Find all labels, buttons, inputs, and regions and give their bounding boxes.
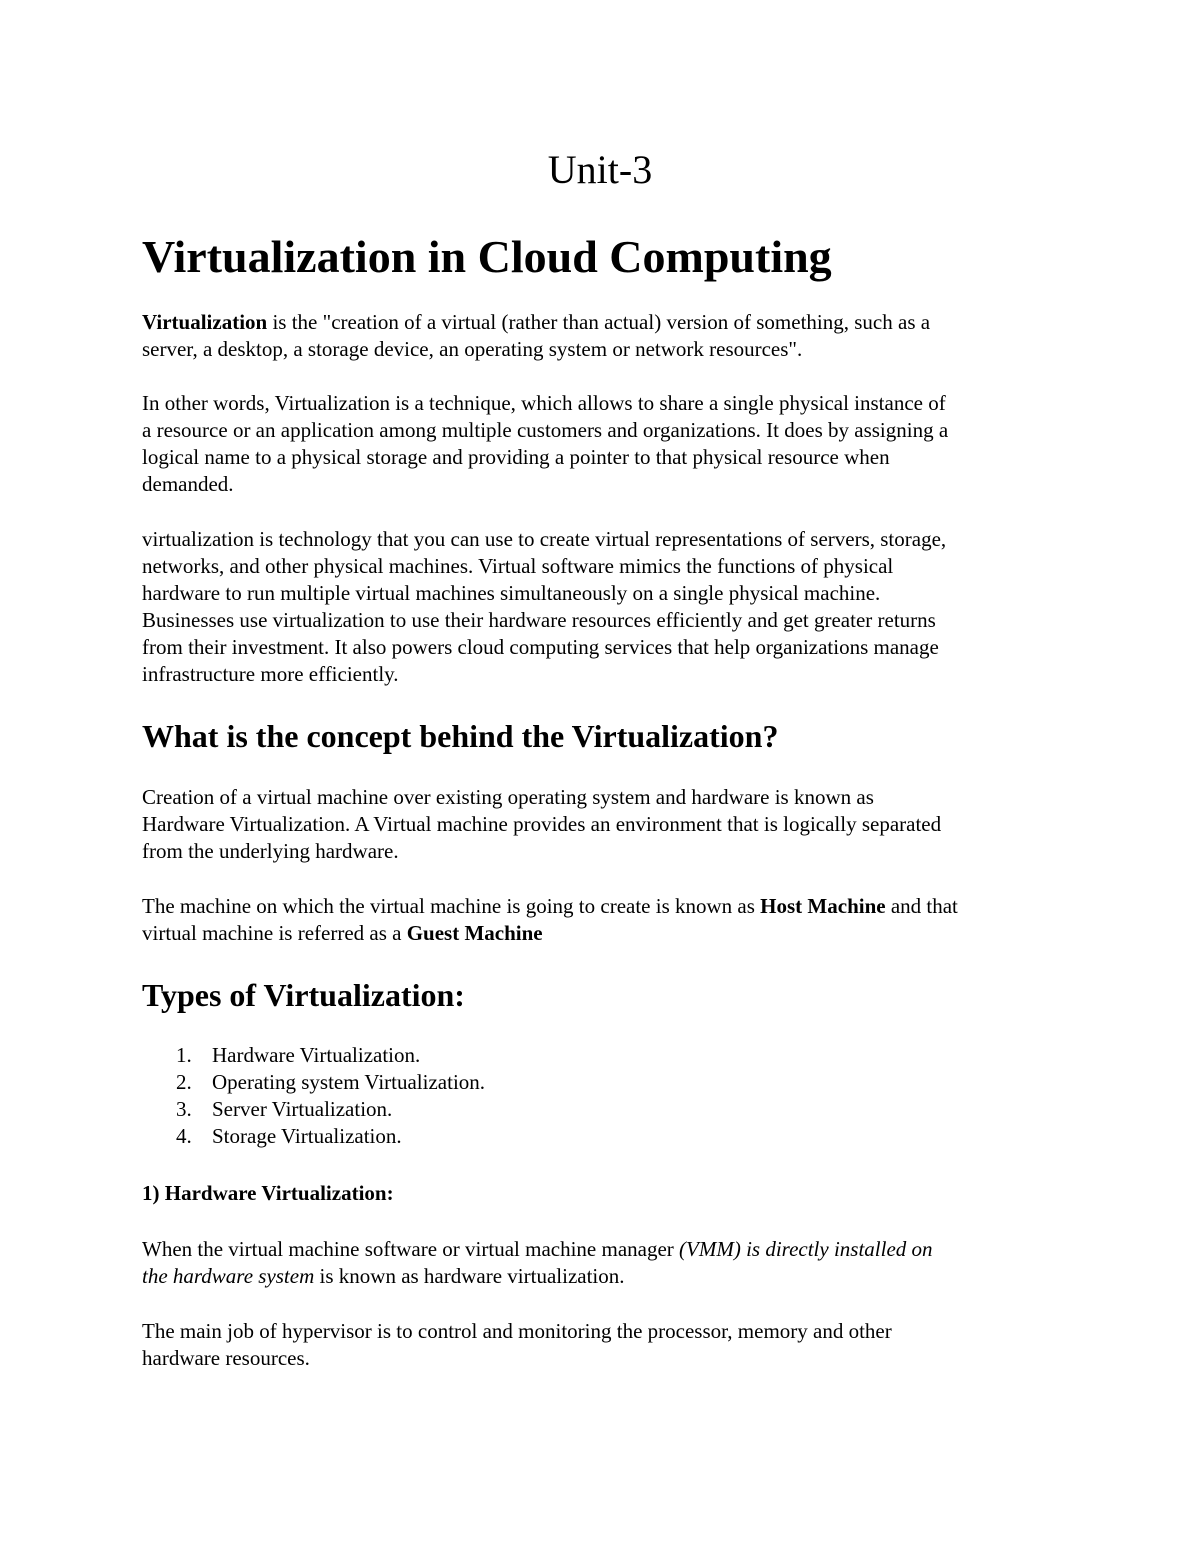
- list-number: 2.: [176, 1070, 192, 1094]
- paragraph-line: Hardware Virtualization. A Virtual machine provides an environment that is logically separated: [142, 812, 942, 836]
- paragraph-line: virtualization is technology that you can use to create virtual representations of servers, storage,: [142, 527, 947, 551]
- hardware-heading: 1) Hardware Virtualization:: [142, 1181, 394, 1205]
- main-heading: Virtualization in Cloud Computing: [142, 231, 832, 282]
- list-label: Operating system Virtualization.: [212, 1070, 486, 1094]
- list-number: 3.: [176, 1097, 192, 1121]
- intro-line-2: server, a desktop, a storage device, an operating system or network resources".: [142, 337, 803, 361]
- list-number: 4.: [176, 1124, 192, 1148]
- list-label: Storage Virtualization.: [212, 1124, 402, 1148]
- paragraph-line: infrastructure more efficiently.: [142, 662, 399, 686]
- paragraph-line: [142, 1236, 1062, 1263]
- list-item: [142, 1096, 485, 1123]
- paragraph-line: from their investment. It also powers cloud computing services that help organizations manage: [142, 635, 939, 659]
- paragraph-line: from the underlying hardware.: [142, 839, 399, 863]
- unit-title: Unit-3: [547, 147, 653, 192]
- hardware-paragraph-2: [142, 1318, 1062, 1372]
- intro-line-1-rest: is the "creation of a virtual (rather than actual) version of something, such as a: [267, 310, 931, 334]
- paragraph-line: demanded.: [142, 472, 234, 496]
- concept-paragraph-2: [142, 893, 1062, 947]
- italic-text: (VMM) is directly installed on: [679, 1237, 933, 1261]
- paragraph-line: [142, 1263, 1062, 1290]
- list-number: 1.: [176, 1043, 192, 1067]
- list-label: Server Virtualization.: [212, 1097, 393, 1121]
- text-run: When the virtual machine software or virtual machine manager: [142, 1237, 680, 1261]
- text-run: The machine on which the virtual machine is going to create is known as: [142, 894, 761, 918]
- text-run: virtual machine is referred as a: [142, 921, 407, 945]
- paragraph-line: a resource or an application among multiple customers and organizations. It does by assigning a: [142, 418, 949, 442]
- list-label: Hardware Virtualization.: [212, 1043, 421, 1067]
- paragraph-line: Businesses use virtualization to use their hardware resources efficiently and get greater returns: [142, 608, 936, 632]
- technology-paragraph: [142, 526, 1062, 688]
- paragraph-line: [142, 893, 1062, 920]
- host-machine-term: Host Machine: [760, 894, 886, 918]
- paragraph-line: logical name to a physical storage and providing a pointer to that physical resource when: [142, 445, 890, 469]
- paragraph-line: In other words, Virtualization is a technique, which allows to share a single physical instance of: [142, 391, 946, 415]
- intro-paragraph: [142, 309, 1062, 363]
- paragraph-line: hardware to run multiple virtual machines simultaneously on a single physical machine.: [142, 581, 881, 605]
- italic-text: the hardware system: [142, 1264, 315, 1288]
- intro-term: Virtualization: [142, 310, 268, 334]
- paragraph-line: [142, 920, 1062, 947]
- guest-machine-term: Guest Machine: [406, 921, 543, 945]
- paragraph-line: hardware resources.: [142, 1346, 310, 1370]
- text-run: and that: [885, 894, 958, 918]
- list-item: [142, 1042, 485, 1069]
- hardware-paragraph-1: [142, 1236, 1062, 1290]
- intro-line-1: [142, 309, 1062, 336]
- list-item: [142, 1123, 485, 1150]
- paragraph-line: Creation of a virtual machine over existing operating system and hardware is known as: [142, 785, 874, 809]
- concept-paragraph-1: [142, 784, 1062, 865]
- text-run: is known as hardware virtualization.: [314, 1264, 625, 1288]
- concept-heading: What is the concept behind the Virtualization?: [142, 718, 779, 754]
- paragraph-line: networks, and other physical machines. Virtual software mimics the functions of physical: [142, 554, 894, 578]
- paragraph-line: The main job of hypervisor is to control and monitoring the processor, memory and other: [142, 1319, 892, 1343]
- other-words-paragraph: [142, 390, 1062, 498]
- list-item: [142, 1069, 485, 1096]
- types-heading: Types of Virtualization:: [142, 977, 465, 1013]
- types-list: [142, 1042, 485, 1150]
